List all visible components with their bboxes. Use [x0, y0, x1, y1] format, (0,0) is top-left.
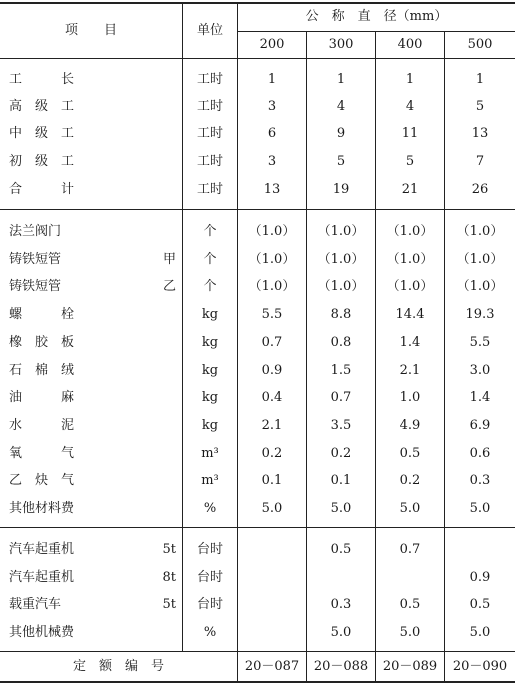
row-unit: 台时: [196, 570, 223, 585]
row-unit: m³: [201, 446, 219, 461]
row-value: 5.0: [330, 501, 352, 516]
rule-top: [0, 2, 515, 4]
row-unit: kg: [201, 335, 219, 350]
row-unit: 工时: [196, 126, 223, 141]
row-value: 21: [401, 182, 419, 197]
row-value: 1: [336, 72, 346, 87]
row-value: 0.1: [330, 473, 352, 488]
row-value: 13: [471, 126, 489, 141]
row-unit: kg: [201, 307, 219, 322]
row-value: 1.4: [469, 390, 491, 405]
header-unit: 单位: [196, 23, 223, 38]
row-value: 0.4: [261, 390, 283, 405]
row-value: 1.5: [330, 363, 352, 378]
row-value: 19: [332, 182, 350, 197]
row-value: （1.0）: [456, 224, 504, 239]
row-value: 1.4: [399, 335, 421, 350]
row-value: 0.8: [330, 335, 352, 350]
quota-code: 20－089: [382, 659, 438, 674]
row-value: 5: [405, 154, 415, 169]
row-spec: 乙: [162, 279, 176, 294]
row-value: 0.3: [330, 597, 352, 612]
row-value: 0.1: [261, 473, 283, 488]
row-spec: 8t: [162, 570, 176, 585]
row-value: （1.0）: [317, 224, 365, 239]
row-value: （1.0）: [248, 279, 296, 294]
row-name: 法兰阀门: [9, 224, 62, 239]
row-value: （1.0）: [317, 252, 365, 267]
row-value: 5.0: [399, 501, 421, 516]
row-value: 6.9: [469, 418, 491, 433]
row-unit: 工时: [196, 99, 223, 114]
row-value: 0.3: [469, 473, 491, 488]
row-value: 0.9: [469, 570, 491, 585]
row-unit: 工时: [196, 154, 223, 169]
rule-labor-bottom: [0, 209, 515, 210]
row-value: 1: [405, 72, 415, 87]
row-value: 14.4: [395, 307, 425, 322]
row-value: 6: [267, 126, 277, 141]
row-value: 1: [475, 72, 485, 87]
row-name: 初 级 工: [9, 154, 75, 169]
row-value: 0.2: [399, 473, 421, 488]
row-value: 0.9: [261, 363, 283, 378]
row-value: 5.5: [469, 335, 491, 350]
row-value: 0.5: [469, 597, 491, 612]
row-value: 26: [471, 182, 489, 197]
row-value: 8.8: [330, 307, 352, 322]
row-value: 0.2: [330, 446, 352, 461]
row-value: 4: [336, 99, 346, 114]
row-name: 铸铁短管: [9, 279, 62, 294]
row-value: （1.0）: [317, 279, 365, 294]
row-unit: 个: [203, 279, 217, 294]
row-value: 0.5: [399, 597, 421, 612]
row-value: 2.1: [261, 418, 283, 433]
row-name: 石 棉 绒: [9, 363, 75, 378]
header-diameter: 公 称 直 径（mm）: [305, 9, 448, 24]
row-value: （1.0）: [386, 252, 434, 267]
row-spec: 5t: [162, 542, 176, 557]
row-name: 中 级 工: [9, 126, 75, 141]
row-value: 2.1: [399, 363, 421, 378]
row-value: 5.0: [261, 501, 283, 516]
row-name: 铸铁短管: [9, 252, 62, 267]
header-item: 项 目: [64, 23, 117, 38]
row-unit: 台时: [196, 597, 223, 612]
rule-bottom: [0, 681, 515, 683]
row-value: 3: [267, 99, 277, 114]
row-value: （1.0）: [386, 224, 434, 239]
row-unit: kg: [201, 363, 219, 378]
rule-size-header: [237, 31, 515, 32]
quota-code: 20－087: [244, 659, 300, 674]
row-value: 0.7: [330, 390, 352, 405]
row-value: 0.6: [469, 446, 491, 461]
row-value: 1.0: [399, 390, 421, 405]
row-unit: 个: [203, 224, 217, 239]
row-name: 油 麻: [9, 390, 75, 405]
row-value: （1.0）: [386, 279, 434, 294]
row-value: 0.2: [261, 446, 283, 461]
row-unit: %: [203, 625, 217, 640]
row-value: 5: [336, 154, 346, 169]
row-value: 3.0: [469, 363, 491, 378]
row-unit: %: [203, 501, 217, 516]
quota-code: 20－090: [452, 659, 508, 674]
quota-code-label: 定 额 编 号: [72, 659, 164, 674]
row-value: 9: [336, 126, 346, 141]
row-value: 5.0: [469, 501, 491, 516]
row-name: 载重汽车: [9, 597, 62, 612]
row-spec: 甲: [162, 252, 176, 267]
row-value: 11: [401, 126, 419, 141]
header-size: 200: [259, 37, 285, 52]
row-unit: 台时: [196, 542, 223, 557]
row-value: 5.0: [399, 625, 421, 640]
row-unit: 工时: [196, 72, 223, 87]
row-name: 水 泥: [9, 418, 75, 433]
header-size: 500: [467, 37, 493, 52]
row-value: 0.7: [261, 335, 283, 350]
header-size: 400: [397, 37, 423, 52]
row-value: 3: [267, 154, 277, 169]
row-name: 汽车起重机: [9, 570, 75, 585]
row-unit: kg: [201, 418, 219, 433]
row-name: 汽车起重机: [9, 542, 75, 557]
row-value: 4.9: [399, 418, 421, 433]
row-value: （1.0）: [248, 252, 296, 267]
row-value: 1: [267, 72, 277, 87]
row-name: 螺 栓: [9, 307, 75, 322]
row-name: 其他机械费: [9, 625, 75, 640]
row-value: 19.3: [465, 307, 495, 322]
rule-header-bottom: [0, 58, 515, 59]
row-unit: 个: [203, 252, 217, 267]
row-name: 工 长: [9, 72, 75, 87]
row-name: 合 计: [9, 182, 75, 197]
row-value: 5.0: [469, 625, 491, 640]
row-value: （1.0）: [456, 252, 504, 267]
row-value: 0.7: [399, 542, 421, 557]
row-value: （1.0）: [456, 279, 504, 294]
row-unit: kg: [201, 390, 219, 405]
quota-code: 20－088: [313, 659, 369, 674]
row-spec: 5t: [162, 597, 176, 612]
row-value: 7: [475, 154, 485, 169]
row-value: 0.5: [399, 446, 421, 461]
row-name: 橡 胶 板: [9, 335, 75, 350]
row-name: 高 级 工: [9, 99, 75, 114]
row-value: 13: [263, 182, 281, 197]
row-value: 5: [475, 99, 485, 114]
row-name: 其他材料费: [9, 501, 75, 516]
row-unit: m³: [201, 473, 219, 488]
row-value: 3.5: [330, 418, 352, 433]
rule-machinery-bottom: [0, 651, 515, 652]
row-name: 氧 气: [9, 446, 75, 461]
row-value: 0.5: [330, 542, 352, 557]
row-value: （1.0）: [248, 224, 296, 239]
rule-materials-bottom: [0, 527, 515, 528]
header-size: 300: [328, 37, 354, 52]
row-value: 5.5: [261, 307, 283, 322]
row-name: 乙 炔 气: [9, 473, 75, 488]
row-unit: 工时: [196, 182, 223, 197]
row-value: 5.0: [330, 625, 352, 640]
row-value: 4: [405, 99, 415, 114]
